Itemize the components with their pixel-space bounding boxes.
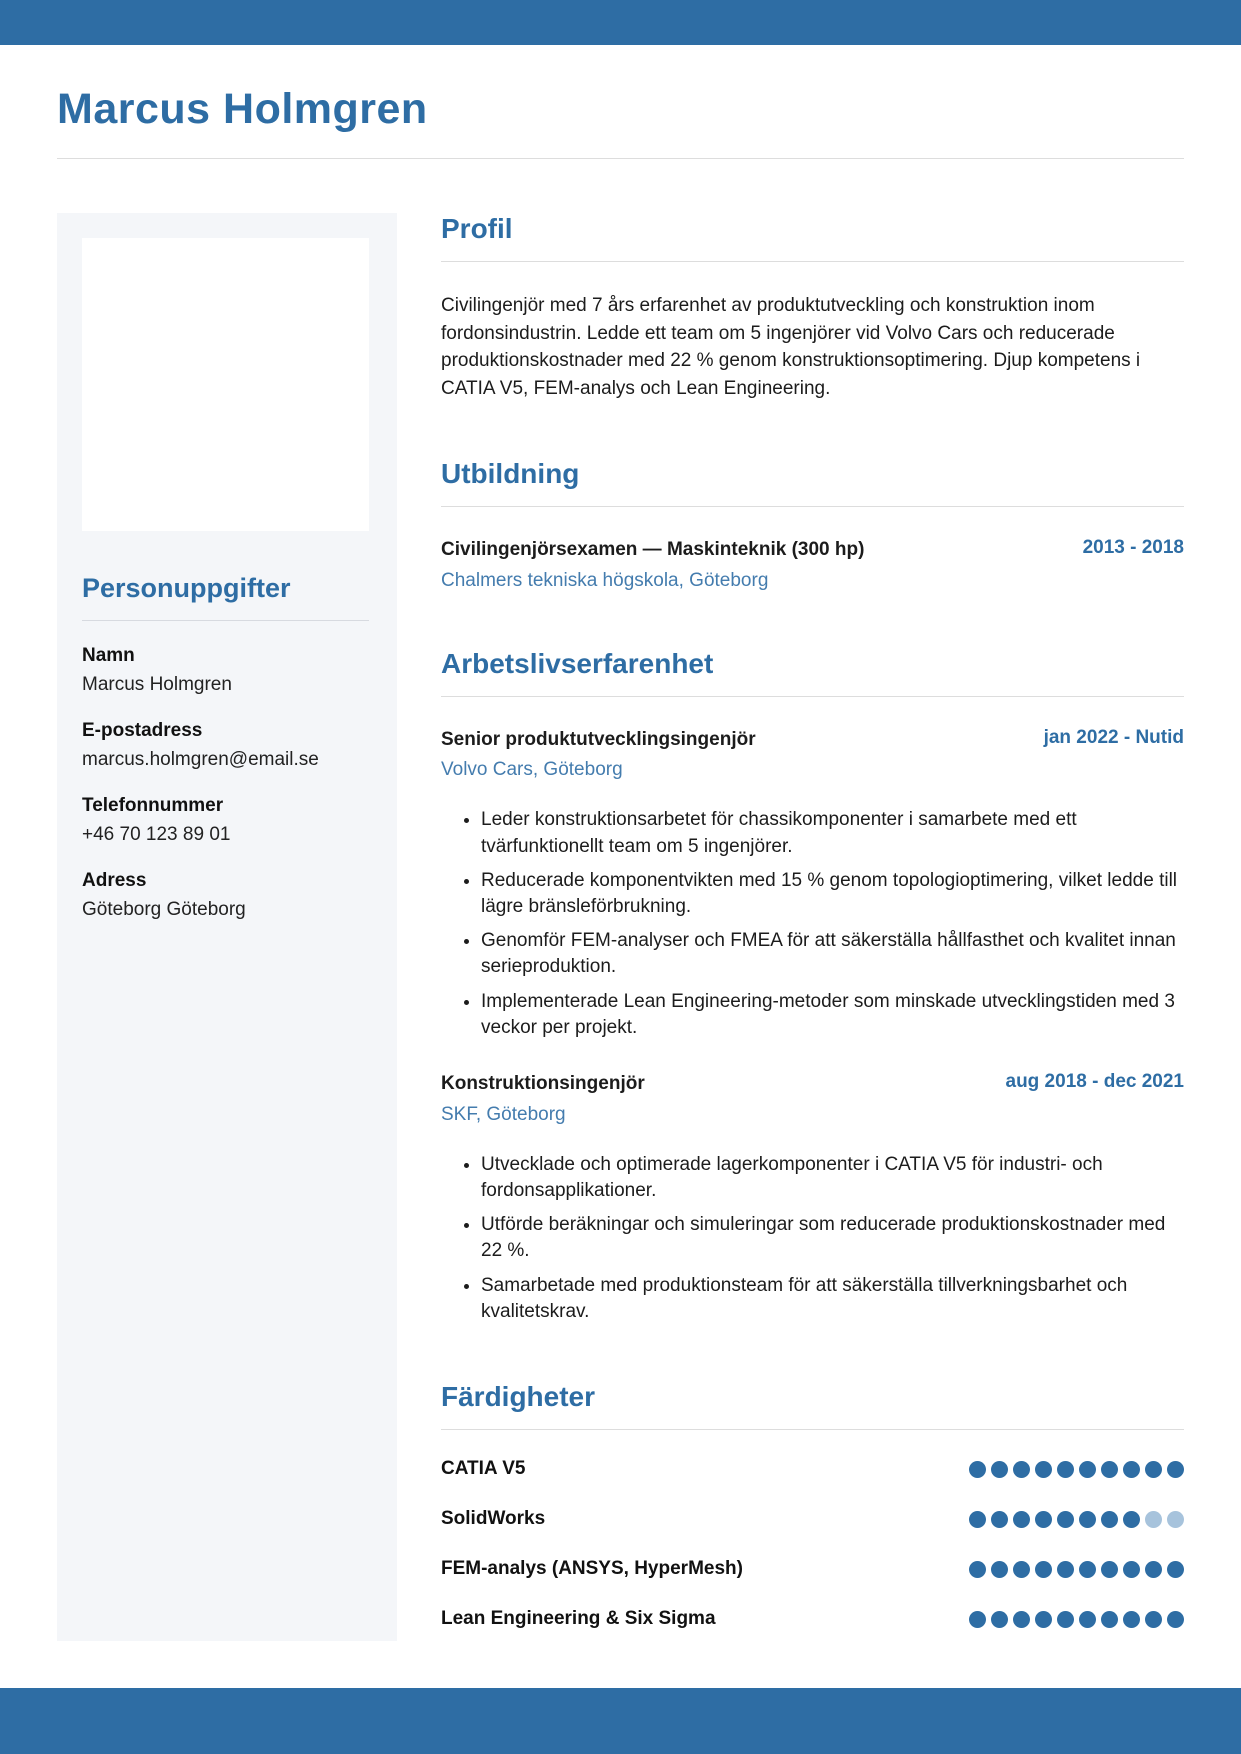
- skill-dot: [1013, 1461, 1030, 1478]
- job-bullet-list: [441, 1152, 1184, 1325]
- skill-dot: [1167, 1461, 1184, 1478]
- field-value: Göteborg Göteborg: [82, 899, 246, 920]
- skill-row: [441, 1508, 1184, 1530]
- section-title-profile: Profil: [441, 213, 513, 244]
- field-label: Namn: [82, 645, 135, 666]
- skill-dot: [1057, 1561, 1074, 1578]
- job-bullet: • Samarbetade med produktionsteam för att säkerställa tillverkningsbarhet och kvalitetskrav.: [481, 1273, 1184, 1325]
- skill-dot: [1123, 1611, 1140, 1628]
- skill-name: Lean Engineering & Six Sigma: [441, 1608, 716, 1630]
- skill-dot: [991, 1611, 1008, 1628]
- job-bullet: • Leder konstruktionsarbetet för chassikomponenter i samarbete med ett tvärfunktionellt team om 5 ingenjörer.: [481, 807, 1184, 859]
- school-name: Chalmers tekniska högskola, Göteborg: [441, 569, 769, 591]
- experience-entry: [441, 727, 1184, 1041]
- job-bullet: • Utvecklade och optimerade lagerkomponenter i CATIA V5 för industri- och fordonsapplikationer.: [481, 1152, 1184, 1204]
- profile-text: Civilingenjör med 7 års erfarenhet av produktutveckling och konstruktion inom fordonsindustrin. Ledde ett team om 5 ingenjörer vid Volvo Cars och reducerade produktionskostnader med 22 % genom konstruktionsoptimering. Djup kompetens i CATIA V5, FEM-analys och Lean Engineering.: [441, 295, 1141, 399]
- skill-dot: [1123, 1561, 1140, 1578]
- skill-dot: [1013, 1611, 1030, 1628]
- skill-dot: [1079, 1461, 1096, 1478]
- job-bullet: • Genomför FEM-analyser och FMEA för att säkerställa hållfasthet och kvalitet innan serieproduktion.: [481, 928, 1184, 980]
- job-bullet: • Utförde beräkningar och simuleringar som reducerade produktionskostnader med 22 %.: [481, 1212, 1184, 1264]
- field-label: E-postadress: [82, 720, 203, 741]
- page-title: Marcus Holmgren: [57, 85, 428, 133]
- field-address: [82, 870, 369, 921]
- company-name: Volvo Cars, Göteborg: [441, 759, 623, 781]
- section-skills: [441, 1381, 1184, 1630]
- section-divider: [441, 261, 1184, 262]
- skill-dot: [1123, 1461, 1140, 1478]
- field-name: [82, 645, 369, 696]
- skill-dot: [1035, 1611, 1052, 1628]
- skill-dot: [1057, 1611, 1074, 1628]
- job-bullet: • Reducerade komponentvikten med 15 % genom topologioptimering, vilket ledde till lägre bränsleförbrukning.: [481, 868, 1184, 920]
- skill-dot: [1101, 1611, 1118, 1628]
- skill-dot: [991, 1511, 1008, 1528]
- skill-dot: [1013, 1511, 1030, 1528]
- skill-dot: [1167, 1561, 1184, 1578]
- skill-dot: [1167, 1611, 1184, 1628]
- skill-dots: [969, 1461, 1184, 1478]
- skill-dot: [1101, 1461, 1118, 1478]
- skill-dot: [1101, 1561, 1118, 1578]
- job-title: Senior produktutvecklingsingenjör: [441, 728, 756, 750]
- skill-name: SolidWorks: [441, 1508, 546, 1530]
- field-label: Telefonnummer: [82, 795, 224, 816]
- skill-dot: [969, 1461, 986, 1478]
- skill-dot: [1079, 1611, 1096, 1628]
- skill-dot: [1145, 1461, 1162, 1478]
- section-divider: [441, 506, 1184, 507]
- job-dates: jan 2022 - Nutid: [1043, 726, 1184, 748]
- skill-dot: [969, 1561, 986, 1578]
- field-value: marcus.holmgren@email.se: [82, 749, 319, 770]
- skill-dot: [969, 1611, 986, 1628]
- skill-dot: [1123, 1511, 1140, 1528]
- company-name: SKF, Göteborg: [441, 1103, 566, 1125]
- skill-dot: [1079, 1511, 1096, 1528]
- skill-name: FEM-analys (ANSYS, HyperMesh): [441, 1558, 743, 1580]
- bottom-accent-bar: [0, 1688, 1241, 1754]
- field-phone: [82, 795, 369, 846]
- skill-dot: [1057, 1461, 1074, 1478]
- skill-dot: [1101, 1511, 1118, 1528]
- skill-dot: [1145, 1611, 1162, 1628]
- skill-dot: [969, 1511, 986, 1528]
- field-value: Marcus Holmgren: [82, 674, 232, 695]
- skill-dot: [1013, 1561, 1030, 1578]
- field-email: [82, 720, 369, 771]
- job-bullet: • Implementerade Lean Engineering-metoder som minskade utvecklingstiden med 3 veckor per projekt.: [481, 989, 1184, 1041]
- experience-entry: [441, 1071, 1184, 1325]
- job-title: Konstruktionsingenjör: [441, 1073, 645, 1095]
- skill-dot: [1035, 1561, 1052, 1578]
- section-divider: [441, 1429, 1184, 1430]
- sidebar-section-title: Personuppgifter: [82, 573, 291, 603]
- skill-dot: [1167, 1511, 1184, 1528]
- field-value: +46 70 123 89 01: [82, 824, 231, 845]
- education-dates: 2013 - 2018: [1082, 537, 1184, 559]
- skill-row: [441, 1458, 1184, 1480]
- main-column: [441, 213, 1184, 1686]
- field-label: Adress: [82, 870, 147, 891]
- skill-dot: [1035, 1461, 1052, 1478]
- section-title-skills: Färdigheter: [441, 1381, 596, 1413]
- skill-dot: [991, 1561, 1008, 1578]
- skill-name: CATIA V5: [441, 1458, 526, 1480]
- section-title-experience: Arbetslivserfarenhet: [441, 647, 714, 679]
- skill-dots: [969, 1561, 1184, 1578]
- job-dates: aug 2018 - dec 2021: [1005, 1071, 1184, 1093]
- photo-placeholder: [82, 238, 369, 531]
- section-education: [441, 458, 1184, 592]
- skill-dot: [1079, 1561, 1096, 1578]
- skill-dot: [1145, 1511, 1162, 1528]
- sidebar: [57, 213, 397, 1641]
- section-profile: [441, 213, 1184, 402]
- section-experience: [441, 648, 1184, 1325]
- skill-row: [441, 1558, 1184, 1580]
- skill-dot: [1057, 1511, 1074, 1528]
- job-bullet-list: [441, 807, 1184, 1041]
- title-divider: [57, 158, 1184, 159]
- section-title-education: Utbildning: [441, 458, 580, 490]
- skill-dot: [991, 1461, 1008, 1478]
- top-accent-bar: [0, 0, 1241, 45]
- skill-row: [441, 1608, 1184, 1630]
- skill-dots: [969, 1511, 1184, 1528]
- skill-dots: [969, 1611, 1184, 1628]
- sidebar-divider: [82, 620, 369, 621]
- skill-dot: [1035, 1511, 1052, 1528]
- education-entry: [441, 537, 1184, 592]
- resume-page: [0, 45, 1241, 1688]
- section-divider: [441, 696, 1184, 697]
- skill-dot: [1145, 1561, 1162, 1578]
- degree-title: Civilingenjörsexamen — Maskinteknik (300 hp): [441, 539, 865, 561]
